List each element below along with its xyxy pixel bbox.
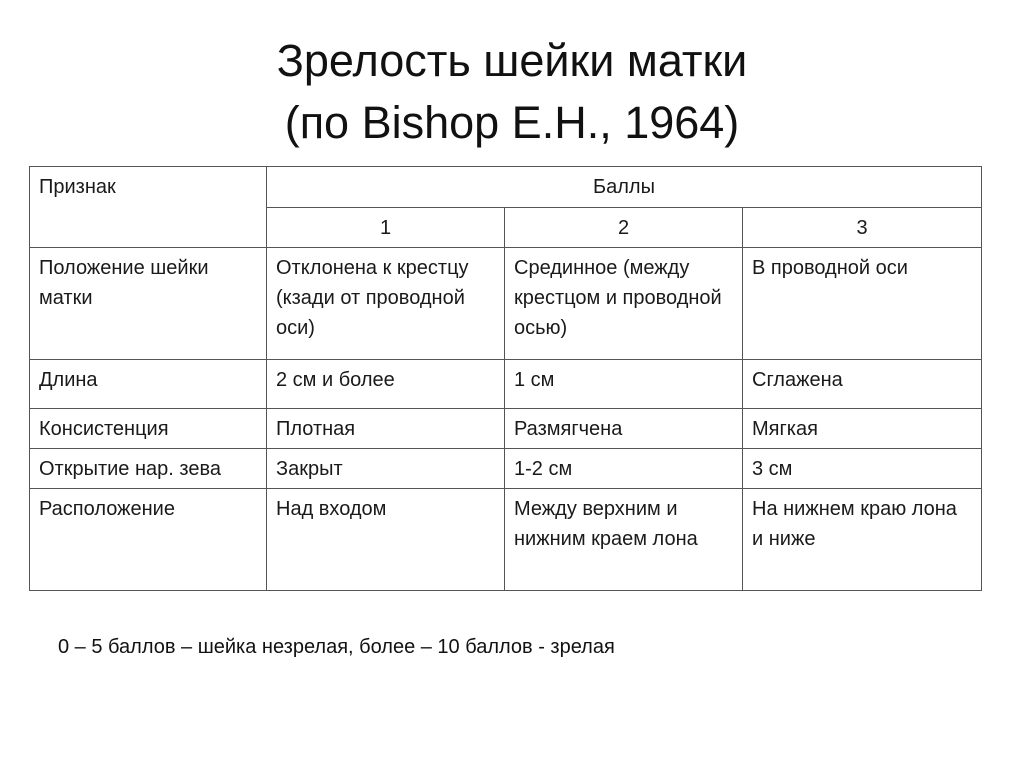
cell-position-1: Отклонена к крестцу (кзади от проводной оси) (267, 248, 505, 360)
row-sign-consistency: Консистенция (30, 409, 267, 449)
bishop-score-table (29, 166, 982, 591)
table-row (30, 409, 982, 449)
title-line-2: (по Bishop E.H., 1964) (284, 97, 740, 148)
cell-opening-1: Закрыт (267, 449, 505, 489)
header-score-3: 3 (743, 208, 982, 248)
cell-opening-3: 3 см (743, 449, 982, 489)
scoring-footnote: 0 – 5 баллов – шейка незрелая, более – 10 баллов - зрелая (58, 636, 615, 658)
cell-location-2: Между верхним и нижним краем лона (505, 489, 743, 591)
cell-length-3: Сглажена (743, 360, 982, 409)
header-score-1: 1 (267, 208, 505, 248)
cell-length-2: 1 см (505, 360, 743, 409)
table-header-row (30, 167, 982, 208)
cell-consistency-1: Плотная (267, 409, 505, 449)
row-sign-location: Расположение (30, 489, 267, 591)
row-sign-position: Положение шейки матки (30, 248, 267, 360)
table-row (30, 489, 982, 591)
table-row (30, 360, 982, 409)
cell-location-3: На нижнем краю лона и ниже (743, 489, 982, 591)
header-score-2: 2 (505, 208, 743, 248)
cell-position-3: В проводной оси (743, 248, 982, 360)
cell-length-1: 2 см и более (267, 360, 505, 409)
cell-consistency-3: Мягкая (743, 409, 982, 449)
cell-location-1: Над входом (267, 489, 505, 591)
header-sign: Признак (30, 167, 267, 248)
cell-position-2: Срединное (между крестцом и проводной осью) (505, 248, 743, 360)
title-line-1: Зрелость шейки матки (276, 35, 748, 86)
cell-consistency-2: Размягчена (505, 409, 743, 449)
table-row (30, 449, 982, 489)
header-points: Баллы (267, 167, 982, 208)
cell-opening-2: 1-2 см (505, 449, 743, 489)
row-sign-opening: Открытие нар. зева (30, 449, 267, 489)
table-row (30, 248, 982, 360)
slide-title (0, 30, 1024, 154)
row-sign-length: Длина (30, 360, 267, 409)
